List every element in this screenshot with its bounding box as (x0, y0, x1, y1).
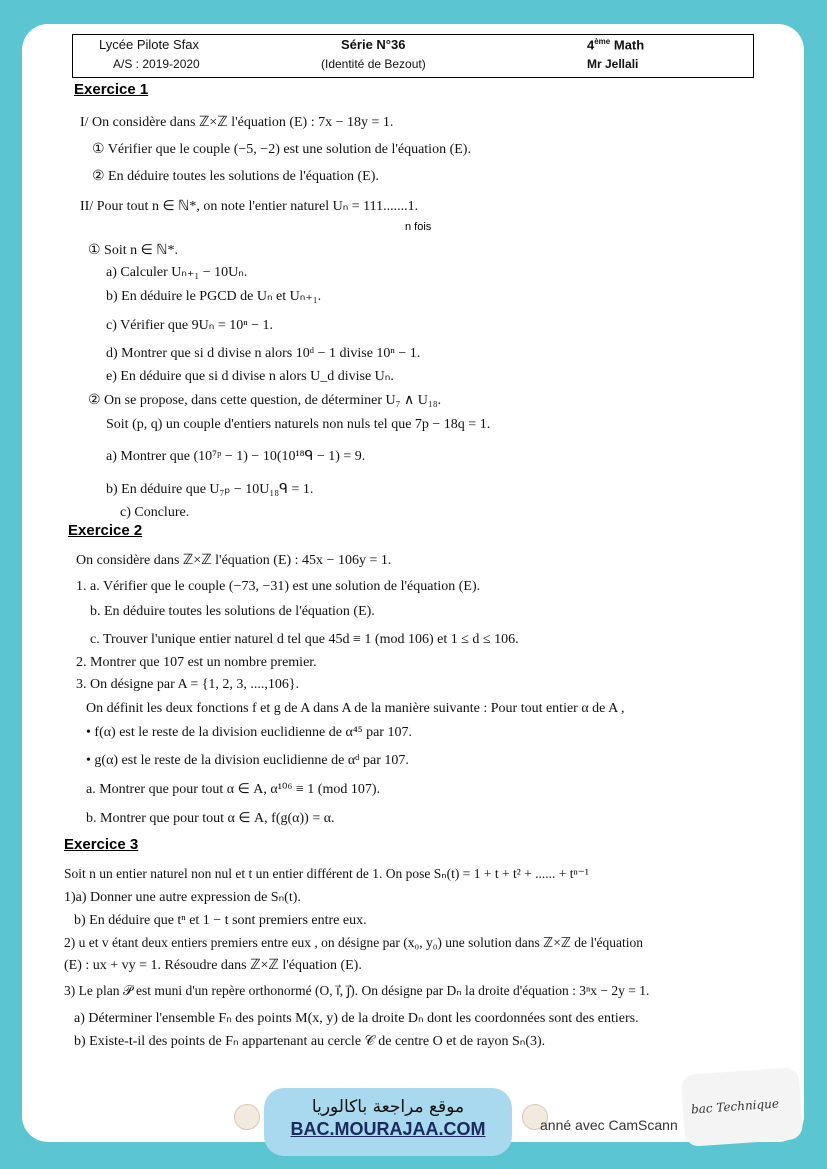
ex2-line: 1. a. Vérifier que le couple (−73, −31) est une solution de l'équation (E). (76, 579, 481, 594)
ex1-line: c) Conclure. (120, 505, 190, 520)
ex1-line: ① Vérifier que le couple (−5, −2) est une solution de l'équation (E). (92, 142, 471, 157)
ex1-line: c) Vérifier que 9Uₙ = 10ⁿ − 1. (106, 318, 274, 333)
camscanner-watermark: anné avec CamScann (540, 1117, 678, 1133)
n-fois-note: n fois (405, 221, 432, 233)
ex1-line: ② En déduire toutes les solutions de l'équation (E). (92, 169, 379, 184)
banner-arabic-text: موقع مراجعة باكالوريا (311, 1097, 465, 1117)
ex3-line: b) En déduire que tⁿ et 1 − t sont premiers entre eux. (74, 913, 367, 928)
ex2-line: a. Montrer que pour tout α ∈ A, α¹⁰⁶ ≡ 1 (mod 107). (86, 782, 381, 797)
ex1-line: I/ On considère dans ℤ×ℤ l'équation (E) : 7x − 18y = 1. (80, 115, 394, 130)
ex3-line: 3) Le plan 𝒫 est muni d'un repère orthonormé (O, i⃗, j⃗). On désigne par Dₙ la droite d'équation : 3ⁿx − 2y = 1. (64, 983, 650, 998)
ex2-line: 3. On désigne par A = {1, 2, 3, ....,106}. (76, 677, 300, 692)
teacher-name: Mr Jellali (587, 57, 639, 71)
ex3-line: a) Déterminer l'ensemble Fₙ des points M(x, y) de la droite Dₙ dont les coordonnées sont des entiers. (74, 1011, 639, 1026)
ex3-line: 2) u et v étant deux entiers premiers entre eux , on désigne par (x₀, y₀) une solution dans ℤ×ℤ de l'équation (64, 935, 644, 950)
ex2-line: b. En déduire toutes les solutions de l'équation (E). (90, 604, 375, 619)
ex1-line: a) Calculer Uₙ₊₁ − 10Uₙ. (106, 265, 248, 280)
serie-topic: (Identité de Bezout) (321, 57, 426, 71)
ex1-line: b) En déduire le PGCD de Uₙ et Uₙ₊₁. (106, 289, 322, 304)
ex2-line: On considère dans ℤ×ℤ l'équation (E) : 45x − 106y = 1. (76, 553, 392, 568)
header-box (72, 34, 754, 78)
ex1-line: Soit (p, q) un couple d'entiers naturels non nuls tel que 7p − 18q = 1. (106, 417, 491, 432)
bac-technique-stamp: bac Technique (681, 1067, 804, 1147)
exercise-3-title: Exercice 3 (64, 836, 139, 853)
ex3-line: 1)a) Donner une autre expression de Sₙ(t). (64, 890, 301, 905)
ex3-line: b) Existe-t-il des points de Fₙ appartenant au cercle 𝒞 de centre O et de rayon Sₙ(3). (74, 1034, 546, 1049)
ex2-line: On définit les deux fonctions f et g de A dans A de la manière suivante : Pour tout entier α de A , (86, 701, 625, 716)
ex2-line: b. Montrer que pour tout α ∈ A, f(g(α)) = α. (86, 811, 335, 826)
ex2-line: 2. Montrer que 107 est un nombre premier. (76, 655, 317, 670)
ex1-line: b) En déduire que U₇ₚ − 10U₁₈ᑫ = 1. (106, 482, 314, 497)
ex1-line: a) Montrer que (10⁷ᵖ − 1) − 10(10¹⁸ᑫ − 1) = 9. (106, 449, 366, 464)
class-level: 4ème Math (587, 37, 645, 53)
ex2-line: • g(α) est le reste de la division euclidienne de αᵈ par 107. (86, 753, 409, 768)
ex3-line: Soit n un entier naturel non nul et t un entier différent de 1. On pose Sₙ(t) = 1 + t + t² + ...... + tⁿ⁻¹ (64, 866, 589, 881)
exercise-1-title: Exercice 1 (74, 81, 149, 98)
ex2-line: c. Trouver l'unique entier naturel d tel que 45d ≡ 1 (mod 106) et 1 ≤ d ≤ 106. (90, 632, 519, 647)
ex3-line: (E) : ux + vy = 1. Résoudre dans ℤ×ℤ l'équation (E). (64, 958, 362, 973)
document-page (22, 24, 804, 1142)
banner-url-link[interactable]: BAC.MOURAJAA.COM (290, 1119, 486, 1139)
ex1-line: ② On se propose, dans cette question, de déterminer U₇ ∧ U₁₈. (88, 393, 442, 408)
school-name: Lycée Pilote Sfax (99, 37, 199, 52)
ex1-line: e) En déduire que si d divise n alors U_d divise Uₙ. (106, 369, 394, 384)
serie-number: Série N°36 (341, 37, 406, 52)
website-banner[interactable] (264, 1088, 512, 1156)
ex1-line: d) Montrer que si d divise n alors 10ᵈ − 1 divise 10ⁿ − 1. (106, 346, 421, 361)
ex2-line: • f(α) est le reste de la division euclidienne de α⁴⁵ par 107. (86, 725, 412, 740)
school-year: A/S : 2019-2020 (113, 57, 200, 71)
exercise-2-title: Exercice 2 (68, 522, 143, 539)
seal-icon (234, 1104, 260, 1130)
ex1-line: ① Soit n ∈ ℕ*. (88, 243, 179, 258)
ex1-line: II/ Pour tout n ∈ ℕ*, on note l'entier naturel Uₙ = 111.......1. (80, 199, 419, 214)
